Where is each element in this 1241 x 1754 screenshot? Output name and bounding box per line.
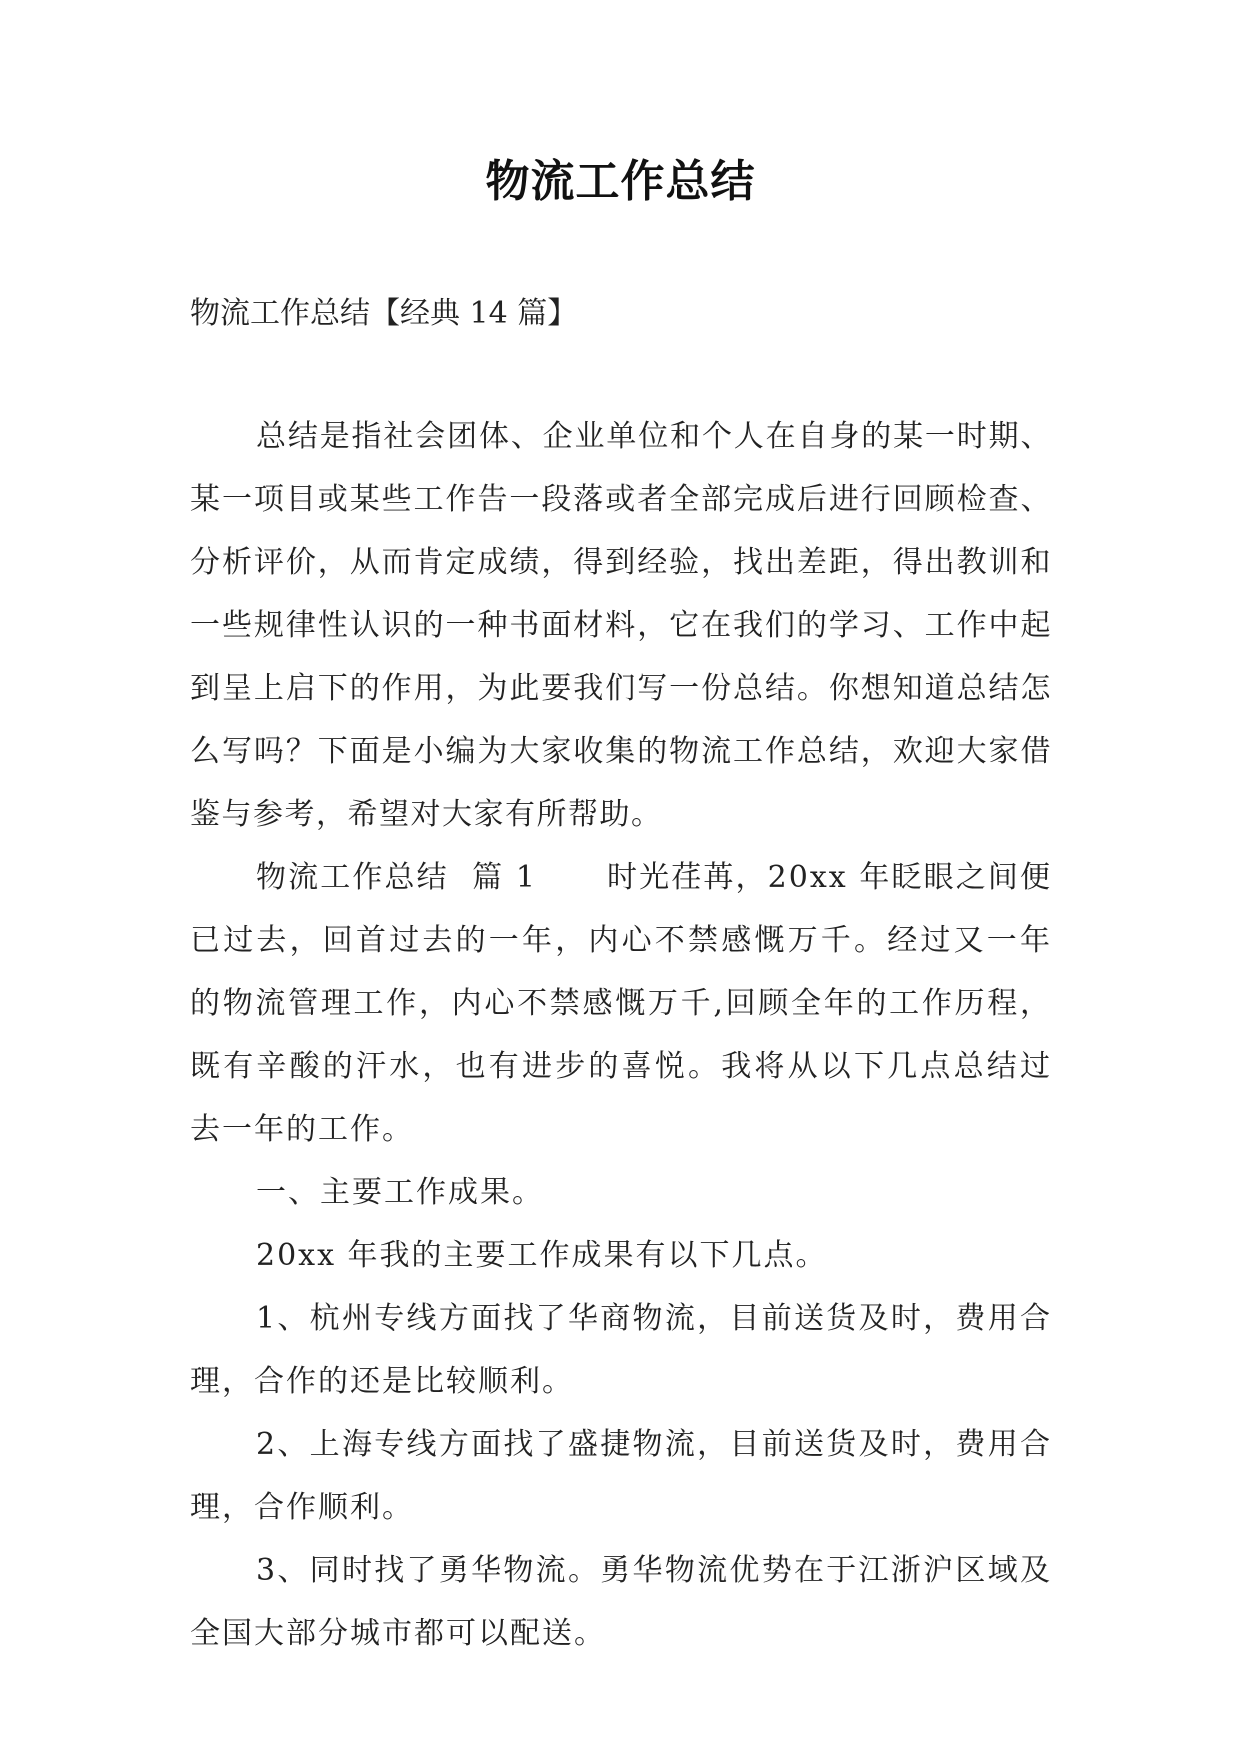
document-title: 物流工作总结	[485, 156, 756, 207]
paragraph-results-intro: 20xx 年我的主要工作成果有以下几点。	[256, 1238, 828, 1273]
paragraph-item-2: 2、上海专线方面找了盛捷物流，目前送货及时，费用合理，合作顺利。	[190, 1427, 1052, 1525]
paragraph-item-3: 3、同时找了勇华物流。勇华物流优势在于江浙沪区域及全国大部分城市都可以配送。	[190, 1553, 1052, 1651]
document-body	[190, 405, 1052, 1665]
paragraph-item-1: 1、杭州专线方面找了华商物流，目前送货及时，费用合理，合作的还是比较顺利。	[190, 1301, 1052, 1399]
paragraph-heading-main-results: 一、主要工作成果。	[256, 1175, 544, 1210]
paragraph-article-1: 物流工作总结 篇 1 时光荏苒，20xx 年眨眼之间便已过去，回首过去的一年，内心不禁感慨万千。经过又一年的物流管理工作，内心不禁感慨万千,回顾全年的工作历程，既有辛酸的汗水，也有进步的喜悦。我将从以下几点总结过去一年的工作。	[190, 860, 1052, 1147]
document-subtitle: 物流工作总结【经典 14 篇】	[190, 296, 578, 331]
paragraph-intro: 总结是指社会团体、企业单位和个人在自身的某一时期、某一项目或某些工作告一段落或者全部完成后进行回顾检查、分析评价，从而肯定成绩，得到经验，找出差距，得出教训和一些规律性认识的一种书面材料，它在我们的学习、工作中起到呈上启下的作用，为此要我们写一份总结。你想知道总结怎么写吗？下面是小编为大家收集的物流工作总结，欢迎大家借鉴与参考，希望对大家有所帮助。	[190, 419, 1052, 832]
